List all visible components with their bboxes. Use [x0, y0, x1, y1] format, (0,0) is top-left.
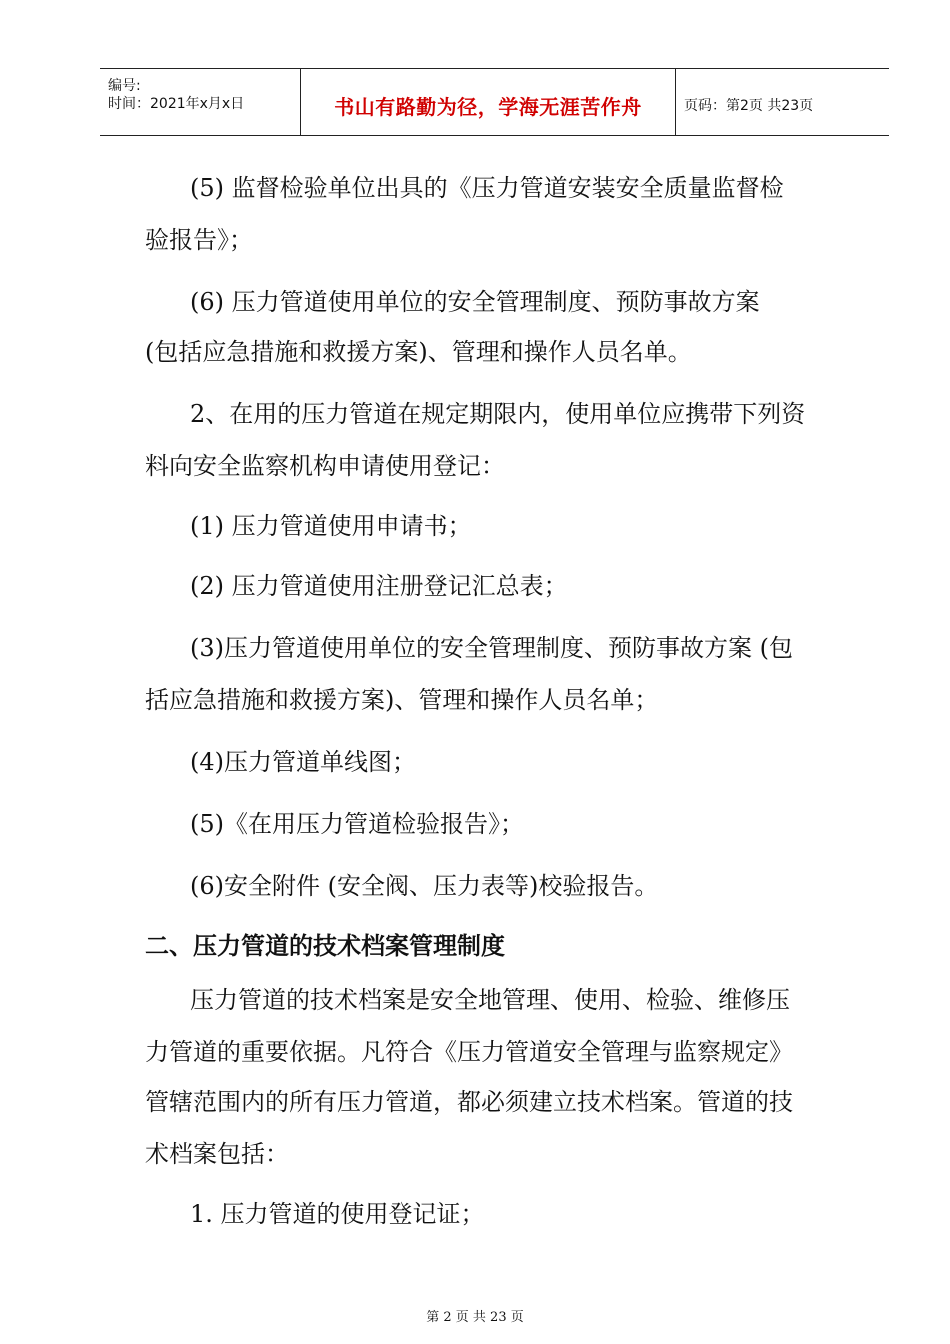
body-line: (3)压力管道使用单位的安全管理制度、预防事故方案 (包 — [190, 634, 793, 662]
header-left-cell — [100, 69, 301, 135]
body-line: 验报告》； — [145, 226, 253, 254]
body-line: (2) 压力管道使用注册登记汇总表； — [190, 572, 568, 600]
body-line: 括应急措施和救援方案)、管理和操作人员名单； — [145, 686, 659, 714]
body-line: (6)安全附件 (安全阀、压力表等)校验报告。 — [190, 872, 659, 900]
body-line: (5) 监督检验单位出具的《压力管道安装安全质量监督检 — [190, 174, 784, 202]
document-time-label: 时间：2021年x月x日 — [108, 96, 245, 112]
body-line: 压力管道的技术档案是安全地管理、使用、检验、维修压 — [190, 986, 790, 1014]
body-line: (6) 压力管道使用单位的安全管理制度、预防事故方案 — [190, 288, 760, 316]
body-line: 2、在用的压力管道在规定期限内，使用单位应携带下列资 — [190, 400, 806, 428]
header-page-info: 页码：第2页 共23页 — [684, 98, 814, 114]
header-motto: 书山有路勤为径，学海无涯苦作舟 — [334, 95, 642, 119]
body-line: (1) 压力管道使用申请书； — [190, 512, 472, 540]
body-line: (4)压力管道单线图； — [190, 748, 416, 776]
body-line: (包括应急措施和救援方案)、管理和操作人员名单。 — [145, 338, 692, 366]
body-line: (5)《在用压力管道检验报告》； — [190, 810, 524, 838]
document-number-label: 编号: — [108, 78, 141, 94]
body-line: 力管道的重要依据。凡符合《压力管道安全管理与监察规定》 — [145, 1038, 793, 1066]
body-line: 1. 压力管道的使用登记证； — [190, 1200, 485, 1228]
body-line: 管辖范围内的所有压力管道，都必须建立技术档案。管道的技 — [145, 1088, 793, 1116]
page-header — [100, 68, 889, 136]
page-footer: 第 2 页 共 23 页 — [426, 1310, 524, 1325]
header-right-cell — [676, 69, 889, 135]
section-heading: 二、压力管道的技术档案管理制度 — [145, 932, 505, 960]
header-middle-cell — [301, 69, 676, 135]
body-line: 料向安全监察机构申请使用登记： — [145, 452, 505, 480]
body-line: 术档案包括： — [145, 1140, 289, 1168]
